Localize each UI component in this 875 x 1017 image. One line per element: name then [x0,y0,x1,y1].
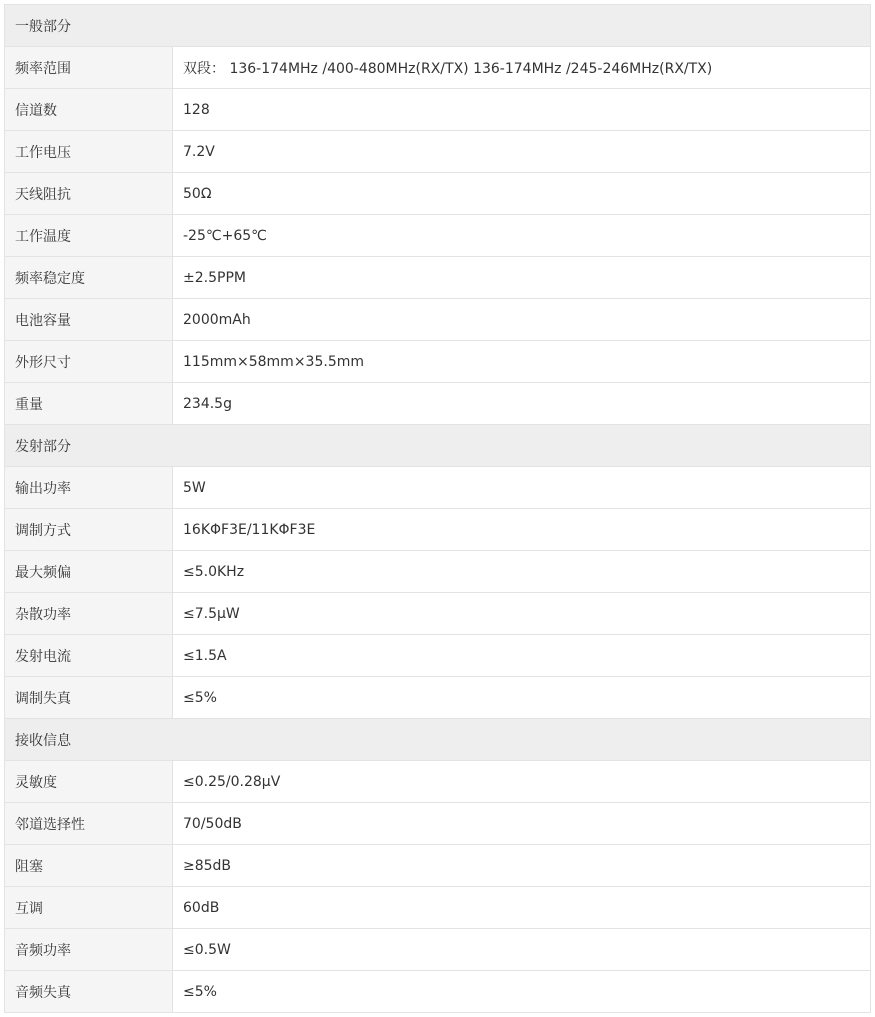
spec-value: 60dB [173,887,871,929]
spec-row [5,803,871,845]
section-title: 一般部分 [5,5,871,47]
spec-value: 双段： 136-174MHz /400-480MHz(RX/TX) 136-174MHz /245-246MHz(RX/TX) [173,47,871,89]
section-title: 接收信息 [5,719,871,761]
spec-row [5,467,871,509]
spec-value: 7.2V [173,131,871,173]
spec-row [5,551,871,593]
spec-value: ≤0.5W [173,929,871,971]
spec-label: 工作温度 [5,215,173,257]
spec-row [5,677,871,719]
spec-label: 调制失真 [5,677,173,719]
spec-label: 频率稳定度 [5,257,173,299]
spec-label: 信道数 [5,89,173,131]
section-header-row [5,425,871,467]
spec-value: 115mm×58mm×35.5mm [173,341,871,383]
section-header-row [5,5,871,47]
spec-value: 50Ω [173,173,871,215]
spec-row [5,887,871,929]
spec-value: 70/50dB [173,803,871,845]
spec-value: ≥85dB [173,845,871,887]
spec-row [5,257,871,299]
spec-label: 外形尺寸 [5,341,173,383]
spec-value: ±2.5PPM [173,257,871,299]
spec-value: ≤1.5A [173,635,871,677]
spec-label: 调制方式 [5,509,173,551]
spec-label: 邻道选择性 [5,803,173,845]
spec-row [5,761,871,803]
spec-value: ≤7.5μW [173,593,871,635]
spec-label: 最大频偏 [5,551,173,593]
spec-row [5,845,871,887]
section-header-row [5,719,871,761]
spec-label: 音频失真 [5,971,173,1013]
spec-row [5,341,871,383]
spec-label: 天线阻抗 [5,173,173,215]
spec-row [5,593,871,635]
spec-label: 重量 [5,383,173,425]
spec-table-body [5,5,871,1013]
spec-row [5,89,871,131]
spec-value: 2000mAh [173,299,871,341]
spec-row [5,173,871,215]
spec-row [5,929,871,971]
spec-row [5,131,871,173]
spec-label: 音频功率 [5,929,173,971]
spec-row [5,635,871,677]
spec-value: 5W [173,467,871,509]
spec-row [5,299,871,341]
spec-row [5,509,871,551]
spec-label: 阻塞 [5,845,173,887]
spec-label: 互调 [5,887,173,929]
spec-value: ≤0.25/0.28μV [173,761,871,803]
section-title: 发射部分 [5,425,871,467]
spec-label: 发射电流 [5,635,173,677]
spec-value: -25℃+65℃ [173,215,871,257]
spec-table [4,4,871,1013]
spec-label: 频率范围 [5,47,173,89]
spec-label: 杂散功率 [5,593,173,635]
spec-label: 灵敏度 [5,761,173,803]
spec-row [5,215,871,257]
spec-value: 16KΦF3E/11KΦF3E [173,509,871,551]
spec-row [5,383,871,425]
spec-value: ≤5% [173,971,871,1013]
spec-value: 128 [173,89,871,131]
spec-value: ≤5% [173,677,871,719]
spec-value: ≤5.0KHz [173,551,871,593]
spec-label: 工作电压 [5,131,173,173]
spec-value: 234.5g [173,383,871,425]
spec-label: 电池容量 [5,299,173,341]
spec-label: 输出功率 [5,467,173,509]
spec-row [5,47,871,89]
spec-row [5,971,871,1013]
